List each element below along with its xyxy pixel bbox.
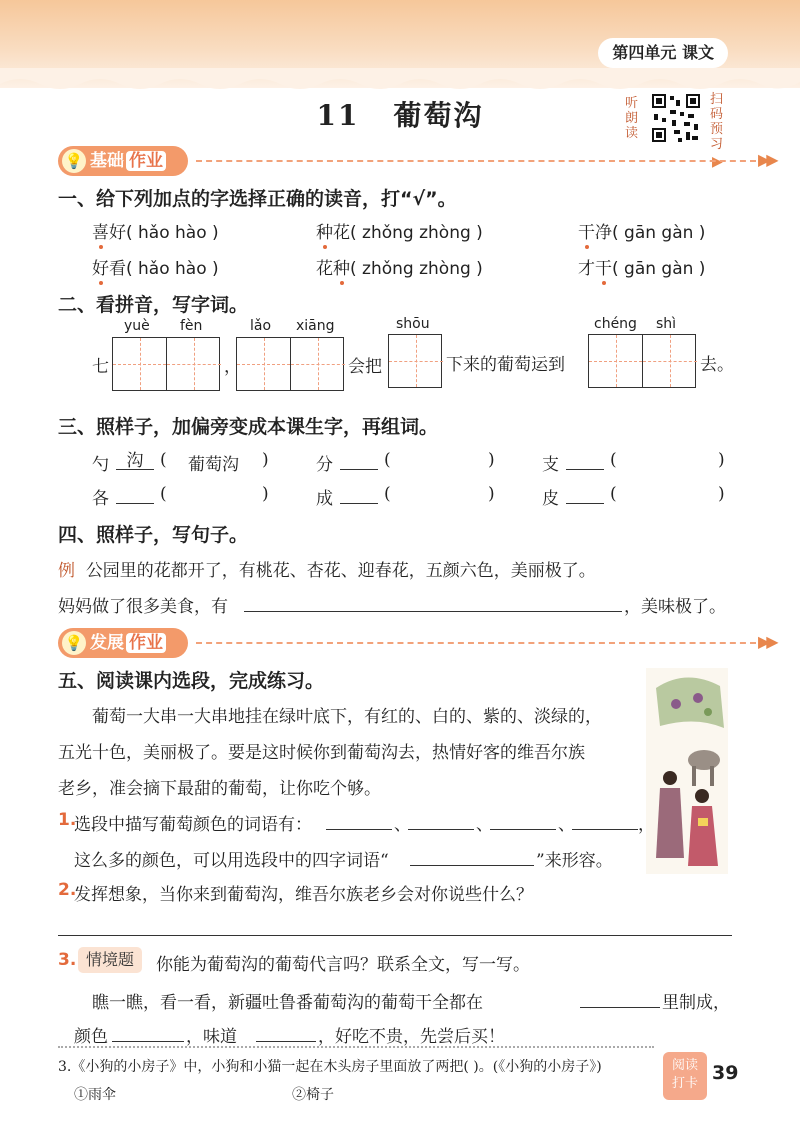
footer-question: 3.《小狗的小房子》中，小狗和小猫一起在木头房子里面放了两把( )。(《小狗的小房子》) <box>58 1059 602 1075</box>
scenario-tag: 情境题 <box>78 947 142 973</box>
q3-char: 勺 <box>92 455 109 475</box>
q5-title: 五、阅读课内选段，完成练习。 <box>58 670 325 692</box>
lightbulb-icon: 💡 <box>62 631 86 655</box>
writing-grid[interactable] <box>112 337 220 391</box>
q2-comma: ， <box>224 357 241 377</box>
scan-arrow-icon: ▶ <box>712 154 723 170</box>
pinyin: fèn <box>180 318 203 334</box>
q3-paren: ( <box>610 450 617 470</box>
sub3-text: 你能为葡萄沟的葡萄代言吗？联系全文，写一写。 <box>156 955 530 975</box>
sub1-answer-line[interactable] <box>490 808 556 830</box>
footer-divider <box>58 1046 654 1048</box>
passage-line: 老乡，准会摘下最甜的葡萄，让你吃个够。 <box>58 779 381 799</box>
q2-title: 二、看拼音，写字词。 <box>58 294 249 316</box>
sub2-text: 发挥想象，当你来到葡萄沟，维吾尔族老乡会对你说些什么？ <box>74 885 533 905</box>
sub1-answer-line[interactable] <box>326 808 392 830</box>
pinyin: xiāng <box>296 318 335 334</box>
q3-char: 支 <box>542 455 559 475</box>
q1-title: 一、给下列加点的字选择正确的读音，打“√”。 <box>58 188 457 210</box>
q3-answer[interactable] <box>116 482 154 504</box>
q3-paren: ( <box>384 484 391 504</box>
sub1-line2-end: ”来形容。 <box>536 851 613 871</box>
unit-tag: 第四单元 课文 <box>598 38 728 68</box>
sub3-taste-line[interactable] <box>256 1020 316 1042</box>
sub3-line1-start: 瞧一瞧，看一看，新疆吐鲁番葡萄沟的葡萄干全都在 <box>92 993 483 1013</box>
q3-answer[interactable]: 沟 <box>116 446 154 470</box>
listen-label: 听朗读 <box>625 96 639 141</box>
q3-answer[interactable] <box>566 482 604 504</box>
q3-answer[interactable] <box>340 482 378 504</box>
section-develop-label: 发展 作业 <box>90 628 166 658</box>
sub1-sep: 、 <box>558 815 575 835</box>
sub3-line1-end: 里制成， <box>662 993 730 1013</box>
q1-item: 种花( zhǒng zhòng ) <box>316 223 483 243</box>
grape-harvest-illustration <box>646 668 728 874</box>
q3-answer[interactable] <box>566 448 604 470</box>
sub2-number: 2. <box>58 880 77 900</box>
q2-text: 下来的葡萄运到 <box>446 355 565 375</box>
lesson-name: 葡萄沟 <box>393 99 484 132</box>
q3-char: 成 <box>316 489 333 509</box>
sub3-number: 3. <box>58 950 77 970</box>
pinyin: chéng <box>594 316 637 332</box>
sub1-line2-start: 这么多的颜色，可以用选段中的四字词语“ <box>74 851 389 871</box>
q3-paren: ( <box>160 450 167 470</box>
page-number: 39 <box>712 1062 739 1084</box>
q3-answer[interactable] <box>340 448 378 470</box>
q2-text: 去。 <box>700 355 734 375</box>
reading-punch-badge: 阅读 打卡 <box>663 1052 707 1100</box>
qr-code[interactable] <box>650 92 702 144</box>
pinyin: shōu <box>396 316 430 332</box>
sub1-sep: 、 <box>394 815 411 835</box>
lightbulb-icon: 💡 <box>62 149 86 173</box>
sub3-line2-end: ，好吃不贵，先尝后买！ <box>318 1027 505 1047</box>
section-basic-label: 基础 作业 <box>90 146 166 176</box>
q3-paren: ) <box>488 484 495 504</box>
section-develop-header <box>58 628 778 658</box>
q4-title: 四、照样子，写句子。 <box>58 524 249 546</box>
q1-item: 好看( hǎo hào ) <box>92 259 219 279</box>
q3-paren: ) <box>262 450 269 470</box>
sub1-idiom-line[interactable] <box>410 844 534 866</box>
q3-paren: ) <box>488 450 495 470</box>
double-arrow-icon: ▶▶ <box>758 632 775 651</box>
pinyin: yuè <box>124 318 150 334</box>
footer-option-2[interactable]: ②椅子 <box>292 1087 334 1103</box>
q1-item: 才干( gān gàn ) <box>578 259 706 279</box>
q3-char: 分 <box>316 455 333 475</box>
q3-word[interactable]: 葡萄沟 <box>188 455 239 475</box>
sub1-end: ， <box>638 815 655 835</box>
writing-grid[interactable] <box>588 334 696 388</box>
q4-answer-line[interactable] <box>244 588 622 612</box>
pinyin: shì <box>656 316 677 332</box>
q4-prompt-end: ，美味极了。 <box>624 597 726 617</box>
q1-item: 喜好( hǎo hào ) <box>92 223 219 243</box>
q3-paren: ) <box>718 450 725 470</box>
sub3-color-label: 颜色 <box>74 1027 108 1047</box>
writing-grid[interactable] <box>388 334 442 388</box>
q3-title: 三、照样子，加偏旁变成本课生字，再组词。 <box>58 416 439 438</box>
q3-char: 皮 <box>542 489 559 509</box>
sub2-answer-line[interactable] <box>58 910 732 936</box>
passage-line: 五光十色，美丽极了。要是这时候你到葡萄沟去，热情好客的维吾尔族 <box>58 743 585 763</box>
q3-paren: ) <box>262 484 269 504</box>
sub1-number: 1. <box>58 810 77 830</box>
q1-item: 干净( gān gàn ) <box>578 223 706 243</box>
q4-prompt-start: 妈妈做了很多美食，有 <box>58 597 228 617</box>
q3-paren: ( <box>610 484 617 504</box>
passage-line: 葡萄一大串一大串地挂在绿叶底下，有红的、白的、紫的、淡绿的， <box>92 707 602 727</box>
section-divider <box>196 642 756 644</box>
section-basic-header <box>58 146 778 176</box>
writing-grid[interactable] <box>236 337 344 391</box>
q2-text: 会把 <box>348 357 382 377</box>
sub1-answer-line[interactable] <box>408 808 474 830</box>
q1-item: 花种( zhǒng zhòng ) <box>316 259 483 279</box>
sub3-taste-label: ，味道 <box>186 1027 237 1047</box>
sub1-sep: 、 <box>476 815 493 835</box>
double-arrow-icon: ▶▶ <box>758 150 775 169</box>
sub3-color-line[interactable] <box>112 1020 184 1042</box>
section-divider <box>196 160 756 162</box>
lesson-number: 11 <box>316 99 360 132</box>
sub1-text: 选段中描写葡萄颜色的词语有： <box>74 815 312 835</box>
q3-paren: ( <box>160 484 167 504</box>
q4-example: 例 公园里的花都开了，有桃花、杏花、迎春花，五颜六色，美丽极了。 <box>58 561 596 581</box>
sub1-answer-line[interactable] <box>572 808 638 830</box>
pinyin: lǎo <box>250 318 272 334</box>
q3-char: 各 <box>92 489 109 509</box>
footer-option-1[interactable]: ①雨伞 <box>74 1087 116 1103</box>
sub3-answer-line[interactable] <box>580 986 660 1008</box>
q3-paren: ) <box>718 484 725 504</box>
q3-paren: ( <box>384 450 391 470</box>
scan-label: 扫码预习 <box>710 92 724 152</box>
q2-text: 七 <box>92 357 109 377</box>
